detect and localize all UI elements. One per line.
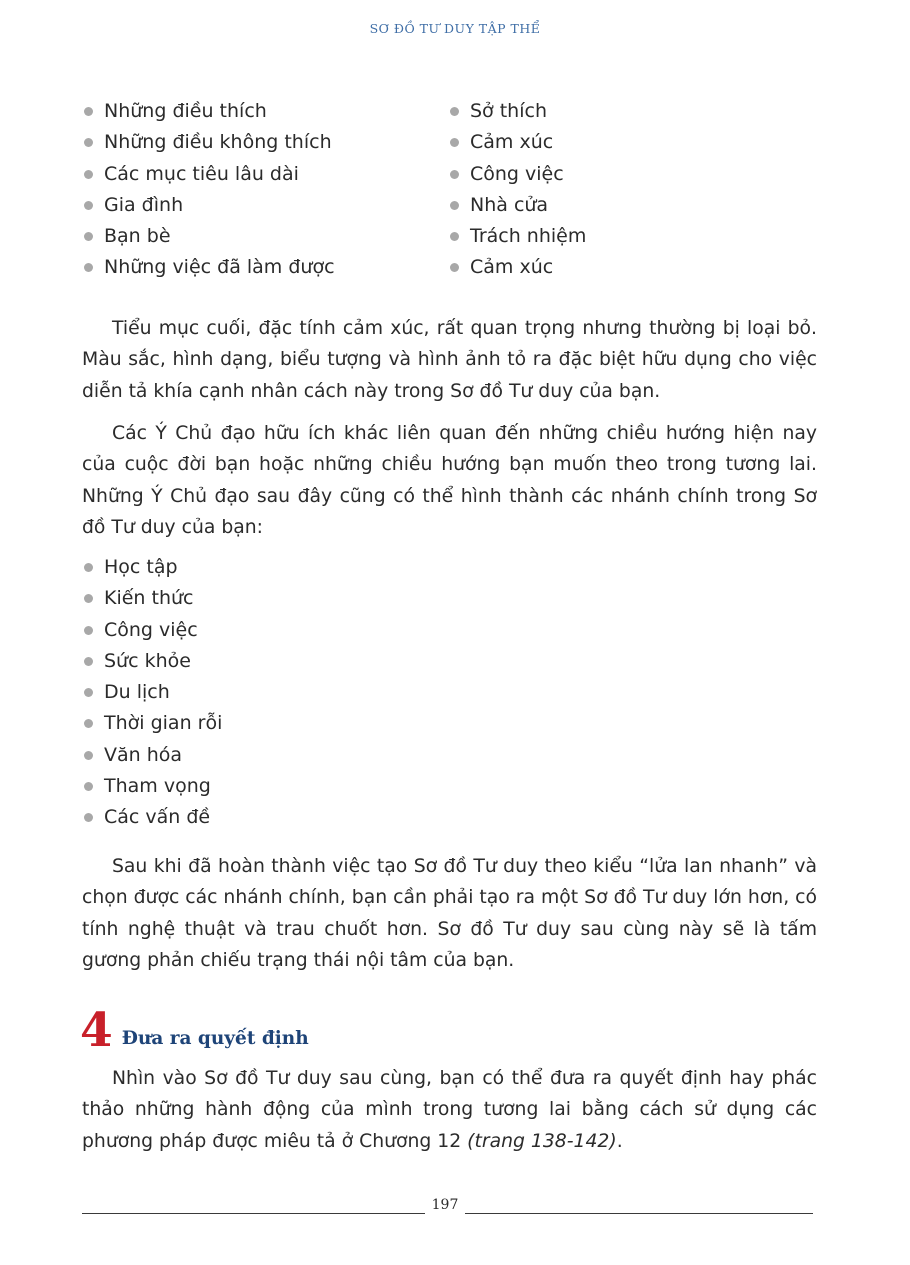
list-item: Gia đình	[82, 190, 335, 221]
bullet-icon	[84, 719, 93, 728]
page-number: 197	[431, 1197, 459, 1213]
list-item: Văn hóa	[82, 740, 222, 771]
topic-list-left	[82, 96, 335, 284]
list-item: Công việc	[448, 159, 586, 190]
list-item: Những điều thích	[82, 96, 335, 127]
list-item: Kiến thức	[82, 583, 222, 614]
running-header: SƠ ĐỒ TƯ DUY TẬP THỂ	[369, 21, 541, 36]
list-item: Trách nhiệm	[448, 221, 586, 252]
section-title: Đưa ra quyết định	[121, 1028, 309, 1049]
list-item: Những việc đã làm được	[82, 252, 335, 283]
list-item: Công việc	[82, 615, 222, 646]
list-item: Những điều không thích	[82, 127, 335, 158]
bullet-icon	[84, 263, 93, 272]
paragraph-other-themes: Các Ý Chủ đạo hữu ích khác liên quan đến những chiều hướng hiện nay của cuộc đời bạn hoặc những chiều hướng bạn muốn theo trong tương lai. Những Ý Chủ đạo sau đây cũng có thể hình thành các nhánh chính trong Sơ đồ Tư duy của bạn:	[82, 423, 817, 539]
list-item: Thời gian rỗi	[82, 708, 222, 739]
bullet-icon	[84, 657, 93, 666]
bullet-icon	[450, 107, 459, 116]
bullet-icon	[450, 201, 459, 210]
bullet-icon	[84, 201, 93, 210]
topic-list-right	[448, 96, 586, 284]
bullet-icon	[84, 138, 93, 147]
bullet-icon	[450, 138, 459, 147]
bullet-icon	[84, 563, 93, 572]
bullet-icon	[450, 170, 459, 179]
theme-list	[82, 552, 222, 834]
bullet-icon	[84, 688, 93, 697]
bullet-icon	[84, 782, 93, 791]
list-item: Nhà cửa	[448, 190, 586, 221]
paragraph-final-mindmap: Sau khi đã hoàn thành việc tạo Sơ đồ Tư duy theo kiểu “lửa lan nhanh” và chọn được các nhánh chính, bạn cần phải tạo ra một Sơ đồ Tư duy lớn hơn, có tính nghệ thuật và trau chuốt hơn. Sơ đồ Tư duy sau cùng này sẽ là tấm gương phản chiếu trạng thái nội tâm của bạn.	[82, 856, 817, 972]
section-heading	[80, 1003, 309, 1058]
list-item: Tham vọng	[82, 771, 222, 802]
bullet-icon	[84, 170, 93, 179]
section-number: 4	[80, 1003, 113, 1058]
list-item: Bạn bè	[82, 221, 335, 252]
paragraph-decision: Nhìn vào Sơ đồ Tư duy sau cùng, bạn có thể đưa ra quyết định hay phác thảo những hành động của mình trong tương lai bằng cách sử dụng các phương pháp được miêu tả ở Chương 12 (trang 138-142).	[82, 1068, 817, 1152]
bullet-icon	[84, 626, 93, 635]
bullet-icon	[84, 232, 93, 241]
bullet-icon	[450, 263, 459, 272]
bullet-icon	[84, 813, 93, 822]
list-item: Cảm xúc	[448, 127, 586, 158]
footer-rule-left	[82, 1213, 425, 1214]
bullet-icon	[84, 107, 93, 116]
list-item: Sức khỏe	[82, 646, 222, 677]
list-item: Học tập	[82, 552, 222, 583]
list-item: Các vấn đề	[82, 802, 222, 833]
list-item: Các mục tiêu lâu dài	[82, 159, 335, 190]
list-item: Cảm xúc	[448, 252, 586, 283]
bullet-icon	[450, 232, 459, 241]
paragraph-emotional-attribute: Tiểu mục cuối, đặc tính cảm xúc, rất quan trọng nhưng thường bị loại bỏ. Màu sắc, hình dạng, biểu tượng và hình ảnh tỏ ra đặc biệt hữu dụng cho việc diễn tả khía cạnh nhân cách này trong Sơ đồ Tư duy của bạn.	[82, 318, 817, 402]
list-item: Du lịch	[82, 677, 222, 708]
list-item: Sở thích	[448, 96, 586, 127]
bullet-icon	[84, 594, 93, 603]
bullet-icon	[84, 751, 93, 760]
page-reference: (trang 138-142)	[467, 1130, 617, 1152]
footer-rule-right	[465, 1213, 813, 1214]
